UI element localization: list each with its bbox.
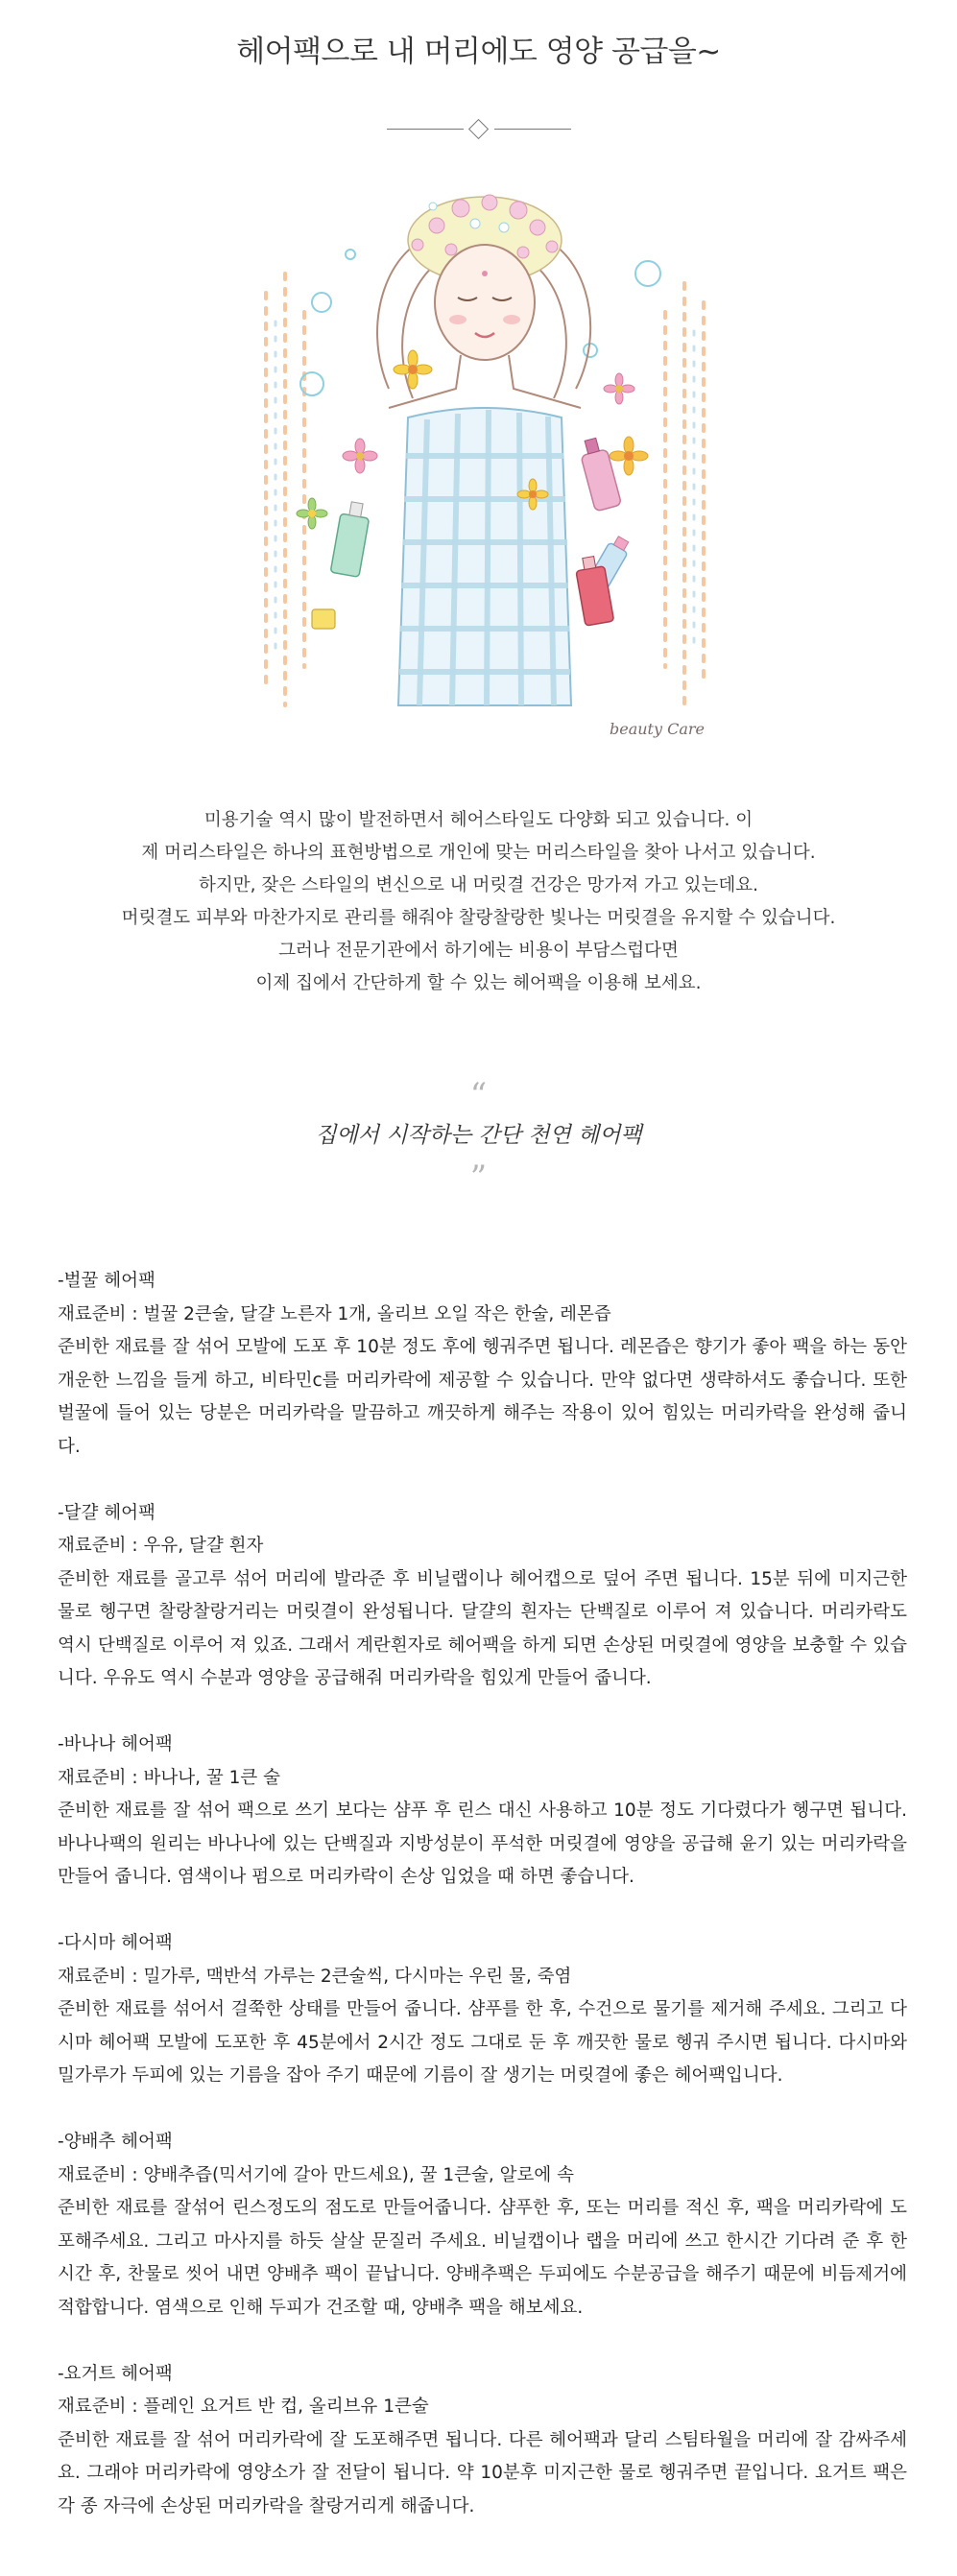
section-description: 준비한 재료를 잘섞어 린스정도의 점도로 만들어줍니다. 샴푸한 후, 또는 머리를 적신 후, 팩을 머리카락에 도포해주세요. 그리고 마사지를 하듯 살살 문질러 주세요. 비닐캡이나 랩을 머리에 쓰고 한시간 기다려 준 후 한 시간 후, 찬물로 씻어 내면 양배추 팩이 끝납니다. 양배추팩은 두피에도 수분공급을 해주기 때문에 비듬제거에 적합합니다. 염색으로 인해 두피가 건조할 때, 양배추 팩을 해보세요. (58, 2198, 907, 2318)
hair-pack-list (58, 1265, 907, 2557)
section-heading: -벌꿀 헤어팩 (58, 1271, 156, 1291)
section-materials: 재료준비 : 밀가루, 맥반석 가루는 2큰술씩, 다시마는 우린 물, 죽염 (58, 1966, 572, 1987)
divider-line-left (387, 129, 464, 130)
section-materials: 재료준비 : 양배추즙(믹서기에 갈아 만드세요), 꿀 1큰술, 알로에 속 (58, 2164, 575, 2185)
section-heading: -달걀 헤어팩 (58, 1502, 156, 1523)
intro-line: 머릿결도 피부와 마찬가지로 관리를 해줘야 찰랑찰랑한 빛나는 머릿결을 유지할 수 있습니다. (121, 908, 836, 928)
intro-text (0, 804, 957, 1000)
intro-line: 미용기술 역시 많이 발전하면서 헤어스타일도 다양화 되고 있습니다. 이 (203, 810, 754, 830)
divider-line-right (494, 129, 571, 130)
section-heading: -양배추 헤어팩 (58, 2132, 173, 2152)
section-banana-pack (58, 1729, 907, 1895)
open-quote-icon: “ (469, 1076, 488, 1114)
section-description: 준비한 재료를 골고루 섞어 머리에 발라준 후 비닐랩이나 헤어캡으로 덮어 주면 됩니다. 15분 뒤에 미지근한 물로 헹구면 찰랑찰랑거리는 머릿결이 완성됩니다. 달걀의 흰자는 단백질로 이루어 져 있습니다. 머리카락도 역시 단백질로 이루어 져 있죠. 그래서 계란흰자로 헤어팩을 하게 되면 손상된 머릿결에 영양을 보충할 수 있습니다. 우유도 역시 수분과 영양을 공급해줘 머리카락을 힘있게 만들어 줍니다. (58, 1568, 907, 1688)
section-kelp-pack (58, 1927, 907, 2093)
section-heading: -요거트 헤어팩 (58, 2363, 173, 2384)
section-description: 준비한 재료를 잘 섞어 팩으로 쓰기 보다는 샴푸 후 린스 대신 사용하고 10분 정도 기다렸다가 헹구면 됩니다. 바나나팩의 원리는 바나나에 있는 단백질과 지방성분이 푸석한 머릿결에 영양을 공급해 윤기 있는 머리카락을 만들어 줍니다. 염색이나 펌으로 머리카락이 손상 입었을 때 하면 좋습니다. (58, 1801, 907, 1887)
close-quote-icon: ” (469, 1158, 488, 1197)
intro-line: 이제 집에서 간단하게 할 수 있는 헤어팩을 이용해 보세요. (255, 973, 702, 993)
section-materials: 재료준비 : 우유, 달걀 흰자 (58, 1536, 264, 1556)
section-egg-pack (58, 1497, 907, 1696)
section-materials: 재료준비 : 플레인 요거트 반 컵, 올리브유 1큰술 (58, 2397, 429, 2417)
hair-care-illustration (245, 168, 725, 773)
section-subtitle: 집에서 시작하는 간단 천연 헤어팩 (315, 1123, 642, 1148)
illustration-signature: beauty Care (610, 720, 706, 738)
section-yogurt-pack (58, 2358, 907, 2524)
section-materials: 재료준비 : 바나나, 꿀 1큰 술 (58, 1767, 280, 1788)
section-description: 준비한 재료를 잘 섞어 모발에 도포 후 10분 정도 후에 헹궈주면 됩니다. 레몬즙은 향기가 좋아 팩을 하는 동안 개운한 느낌을 들게 하고, 비타민c를 머리카락에 제공할 수 있습니다. 만약 없다면 생략하셔도 좋습니다. 또한 벌꿀에 들어 있는 당분은 머리카락을 말끔하고 깨끗하게 해주는 작용이 있어 힘있는 머리카락을 완성해 줍니다. (58, 1337, 907, 1457)
section-honey-pack (58, 1265, 907, 1464)
section-materials: 재료준비 : 벌꿀 2큰술, 달걀 노른자 1개, 올리브 오일 작은 한술, 레몬즙 (58, 1303, 611, 1324)
intro-line: 그러나 전문기관에서 하기에는 비용이 부담스럽다면 (278, 941, 679, 961)
page-title: 헤어팩으로 내 머리에도 영양 공급을~ (236, 35, 721, 69)
intro-line: 하지만, 잦은 스타일의 변신으로 내 머릿결 건강은 망가져 가고 있는데요. (199, 875, 758, 895)
section-heading: -바나나 헤어팩 (58, 1734, 173, 1754)
diamond-icon (468, 119, 489, 139)
checked-towel (398, 408, 571, 705)
section-description: 준비한 재료를 섞어서 걸쭉한 상태를 만들어 줍니다. 샴푸를 한 후, 수건으로 물기를 제거해 주세요. 그리고 다시마 헤어팩 모발에 도포한 후 45분에서 2시간 정도 그대로 둔 후 깨끗한 물로 헹궈 주시면 됩니다. 다시마와 밀가루가 두피에 있는 기름을 잡아 주기 때문에 기름이 잘 생기는 머릿결에 좋은 헤어팩입니다. (58, 1999, 907, 2086)
face (435, 245, 535, 360)
title-divider (387, 117, 571, 140)
section-description: 준비한 재료를 잘 섞어 머리카락에 잘 도포해주면 됩니다. 다른 헤어팩과 달리 스팀타월을 머리에 잘 감싸주세요. 그래야 머리카락에 영양소가 잘 전달이 됩니다. 약 10분후 미지근한 물로 헹궈주면 끝입니다. 요거트 팩은 각 종 자극에 손상된 머리카락을 찰랑거리게 해줍니다. (58, 2429, 907, 2516)
intro-line: 제 머리스타일은 하나의 표현방법으로 개인에 맞는 머리스타일을 찾아 나서고 있습니다. (141, 843, 816, 863)
section-cabbage-pack (58, 2126, 907, 2325)
section-heading: -다시마 헤어팩 (58, 1933, 173, 1953)
